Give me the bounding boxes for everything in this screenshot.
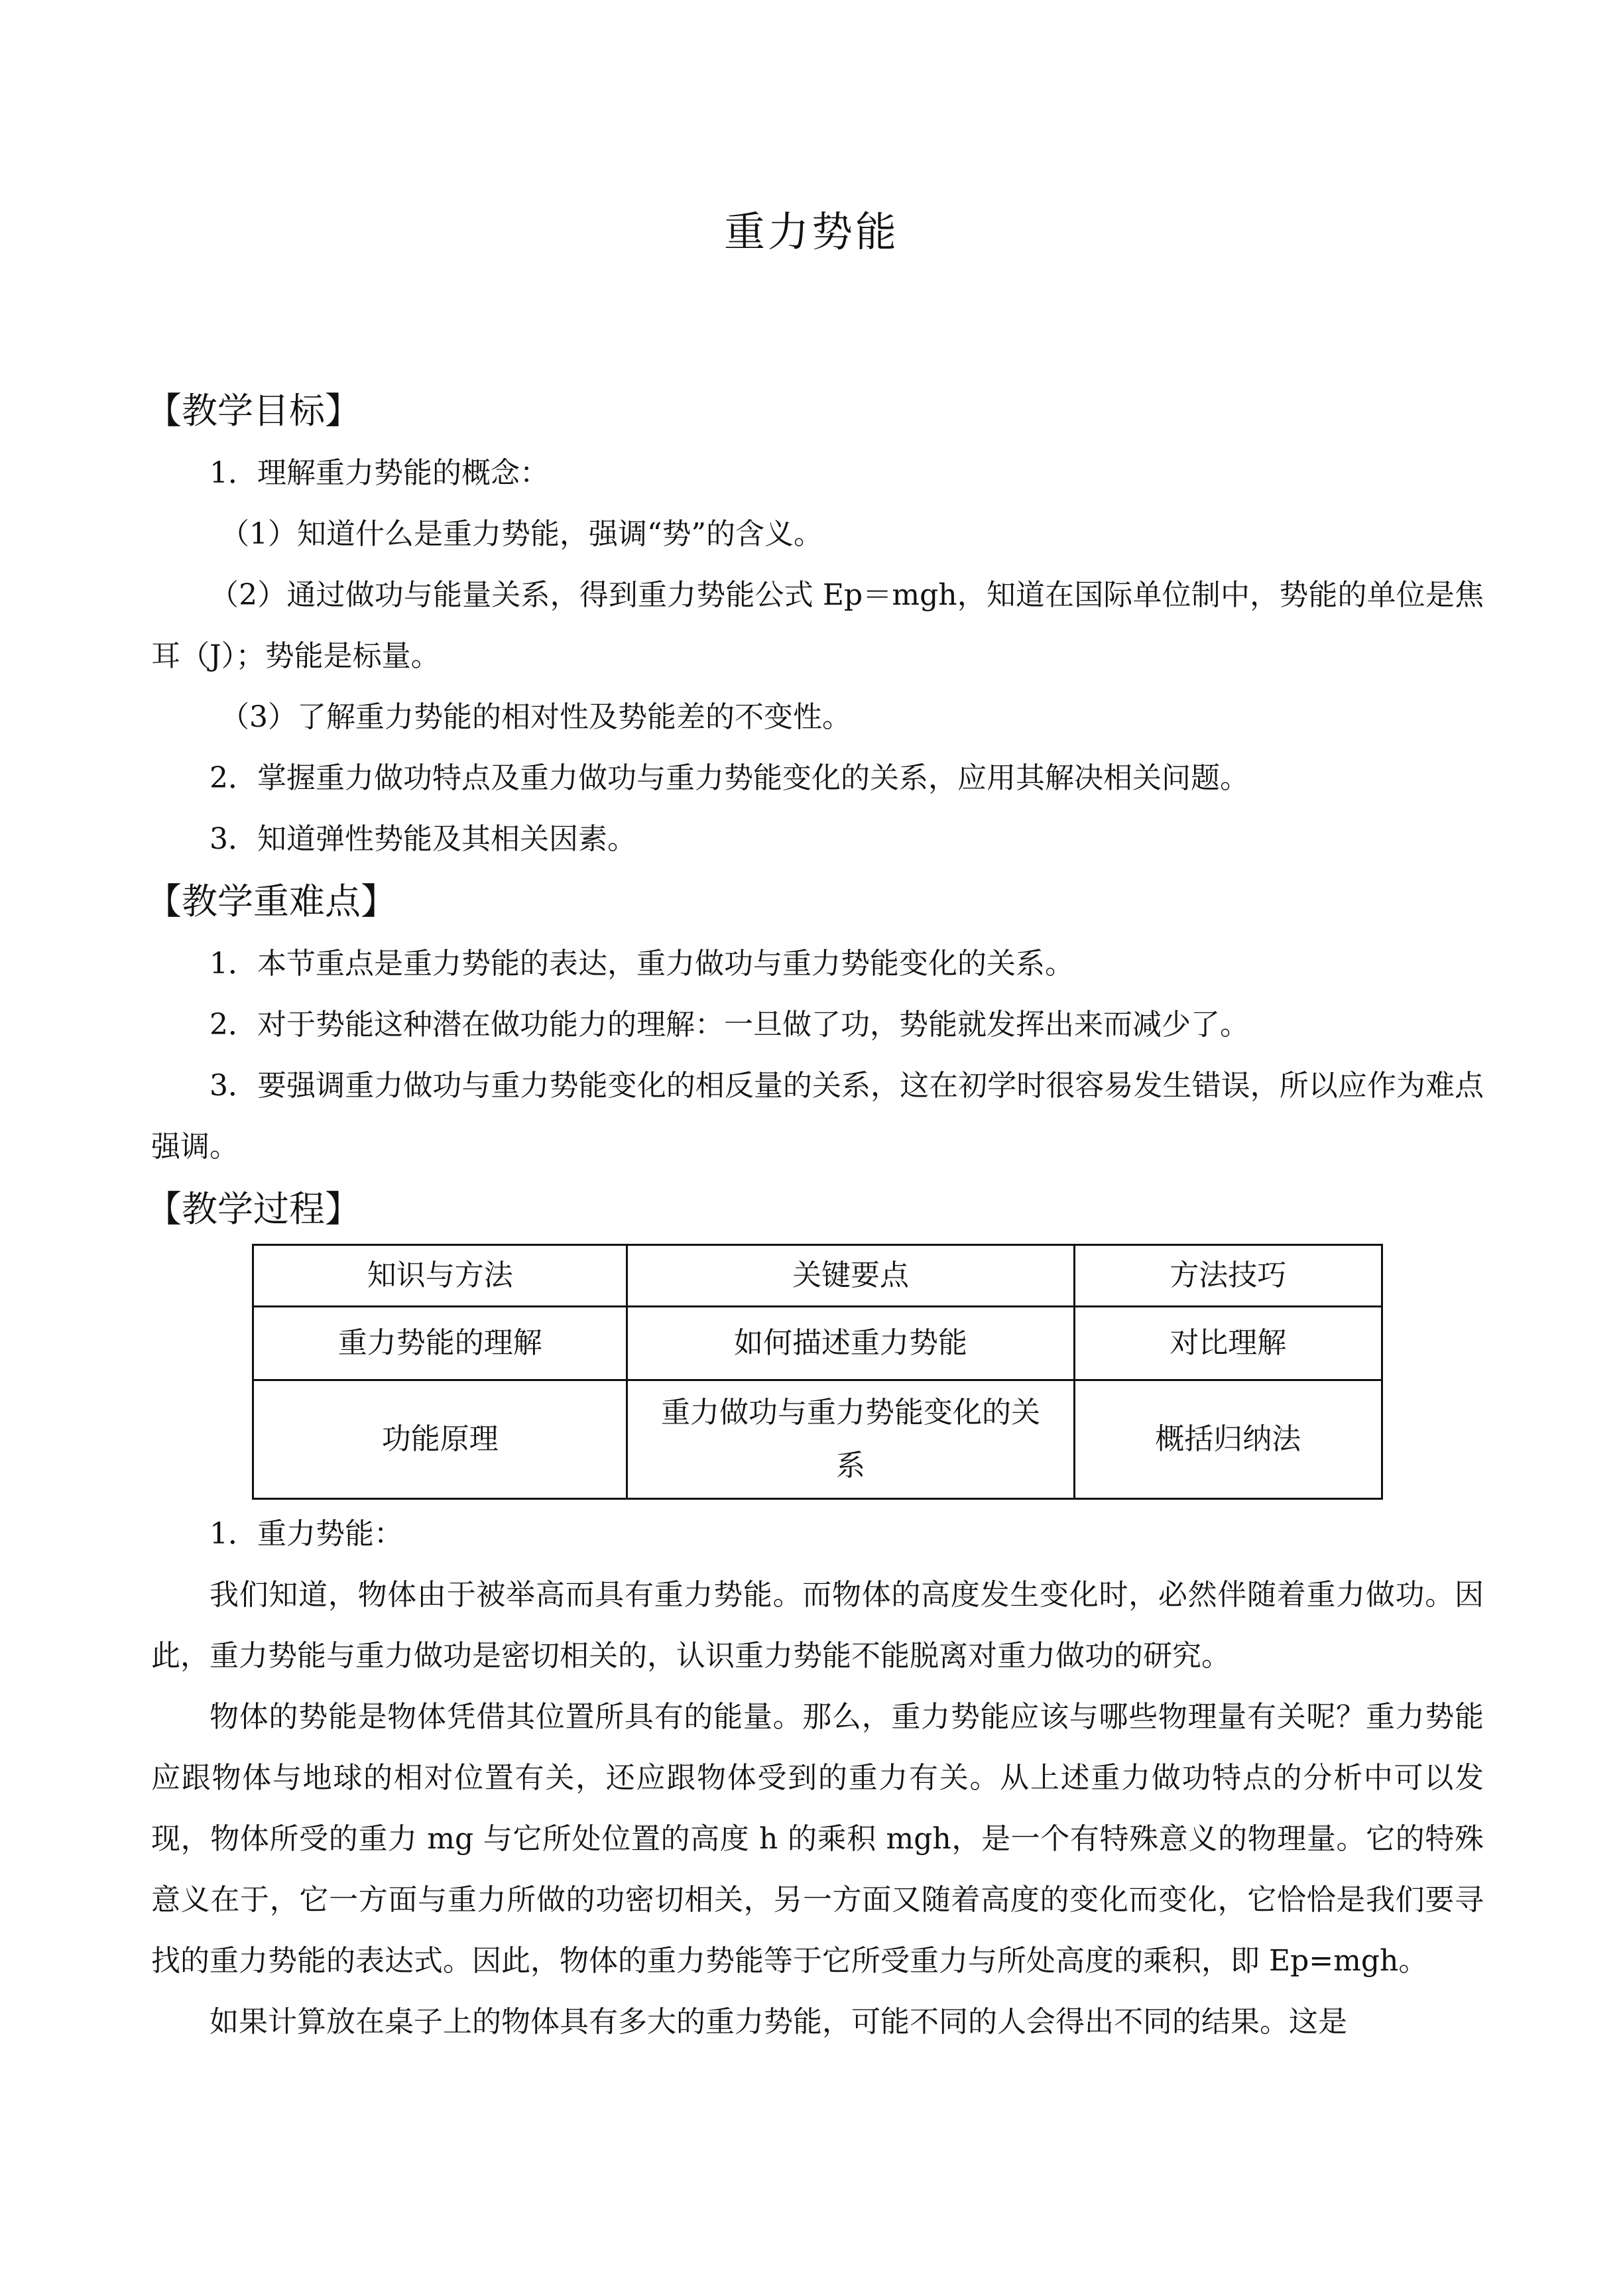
table-header-row bbox=[253, 1245, 1382, 1307]
body-paragraph: 如果计算放在桌子上的物体具有多大的重力势能，可能不同的人会得出不同的结果。这是 bbox=[210, 2005, 1347, 2039]
process-table bbox=[252, 1244, 1383, 1500]
section-heading-key-points: 【教学重难点】 bbox=[146, 880, 396, 922]
table-cell: 重力势能的理解 bbox=[253, 1307, 627, 1380]
document-body bbox=[146, 379, 1484, 2053]
key-point-item: 3．要强调重力做功与重力势能变化的相反量的关系，这在初学时很容易发生错误，所以应作为难点强调。 bbox=[151, 1069, 1484, 1164]
objective-item: 2．掌握重力做功特点及重力做功与重力势能变化的关系，应用其解决相关问题。 bbox=[210, 761, 1249, 795]
table-row bbox=[253, 1307, 1382, 1380]
table-row bbox=[253, 1380, 1382, 1499]
objective-item: （3）了解重力势能的相对性及势能差的不变性。 bbox=[220, 700, 851, 734]
table-header-cell: 方法技巧 bbox=[1074, 1245, 1382, 1307]
table-cell: 功能原理 bbox=[253, 1380, 627, 1499]
objective-item: （1）知道什么是重力势能，强调“势”的含义。 bbox=[220, 517, 823, 551]
table-cell: 如何描述重力势能 bbox=[627, 1307, 1074, 1380]
table-header-cell: 关键要点 bbox=[627, 1245, 1074, 1307]
objective-item: （2）通过做功与能量关系，得到重力势能公式 Ep＝mgh，知道在国际单位制中，势能的单位是焦耳（J）；势能是标量。 bbox=[151, 578, 1484, 673]
page-title: 重力势能 bbox=[723, 208, 899, 256]
body-paragraph: 物体的势能是物体凭借其位置所具有的能量。那么，重力势能应该与哪些物理量有关呢？重力势能应跟物体与地球的相对位置有关，还应跟物体受到的重力有关。从上述重力做功特点的分析中可以发现，物体所受的重力 mg 与它所处位置的高度 h 的乘积 mgh，是一个有特殊意义的物理量。它的特殊意义在于，它一方面与重力所做的功密切相关，另一方面又随着高度的变化而变化，它恰恰是我们要寻找的重力势能的表达式。因此，物体的重力势能等于它所受重力与所处高度的乘积，即 Ep=mgh。 bbox=[151, 1700, 1484, 1978]
table-cell: 对比理解 bbox=[1074, 1307, 1382, 1380]
section-heading-process: 【教学过程】 bbox=[146, 1188, 361, 1230]
key-point-item: 2．对于势能这种潜在做功能力的理解：一旦做了功，势能就发挥出来而减少了。 bbox=[210, 1008, 1249, 1042]
subsection-heading: 1．重力势能： bbox=[210, 1517, 403, 1551]
section-heading-objectives: 【教学目标】 bbox=[146, 390, 361, 432]
table-header-cell: 知识与方法 bbox=[253, 1245, 627, 1307]
body-paragraph: 我们知道，物体由于被举高而具有重力势能。而物体的高度发生变化时，必然伴随着重力做功。因此，重力势能与重力做功是密切相关的，认识重力势能不能脱离对重力做功的研究。 bbox=[151, 1578, 1484, 1673]
objective-item: 3．知道弹性势能及其相关因素。 bbox=[210, 822, 636, 856]
objective-item: 1．理解重力势能的概念： bbox=[210, 456, 549, 490]
table-cell: 重力做功与重力势能变化的关系 bbox=[627, 1380, 1074, 1499]
key-point-item: 1．本节重点是重力势能的表达，重力做功与重力势能变化的关系。 bbox=[210, 947, 1074, 981]
table-cell: 概括归纳法 bbox=[1074, 1380, 1382, 1499]
